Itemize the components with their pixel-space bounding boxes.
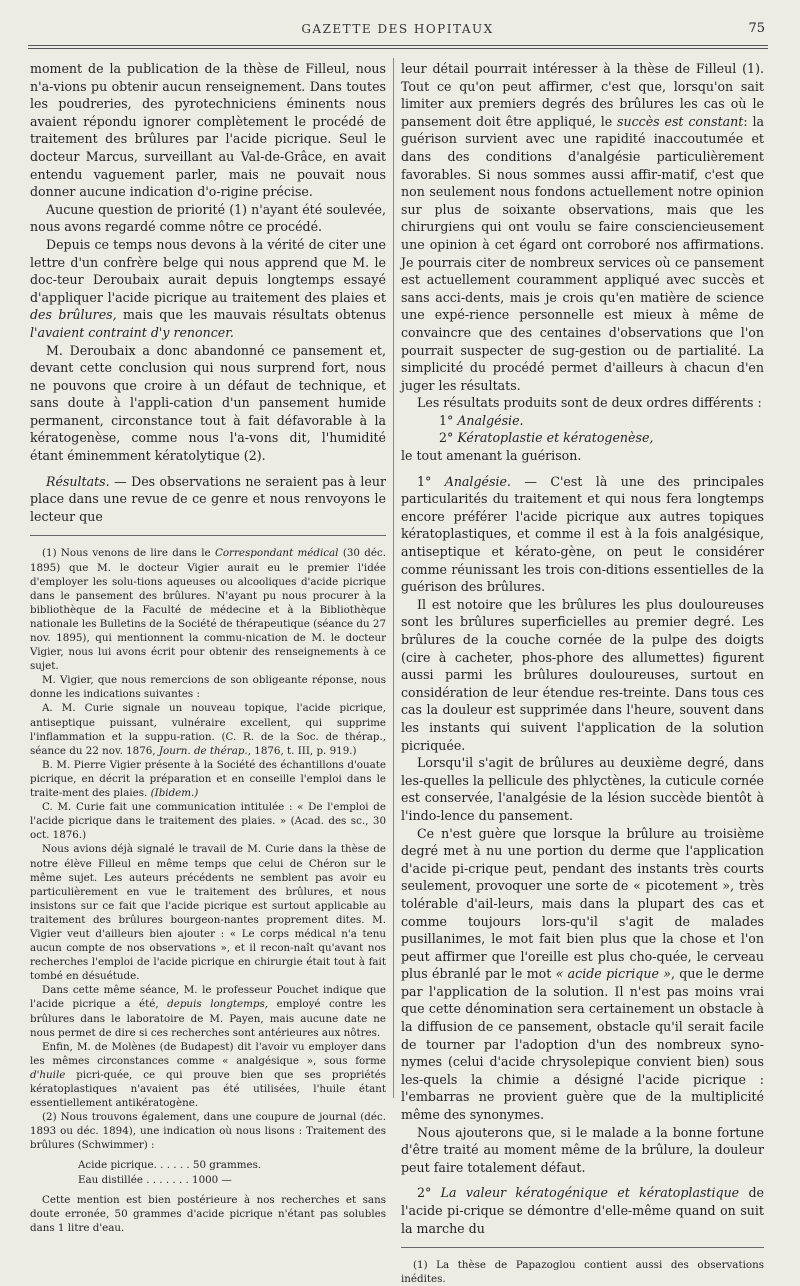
paragraph: Ce n'est guère que lorsque la brûlure au troisième degré met à nu une portion du derme que l'application d'acide pi-crique peut, pendant des instants très courts seulement, provoquer une sorte de « picotement », très tolérable d'ail-leurs, mais dans la plupart des cas et comme toujours lors-qu'il s'agit de malades pusillanimes, le mot fait bien plus que la chose et l'on peut affirmer que l'oreille est plus cho-quée, le cerveau plus ébranlé par le mot « acide picrique », que le derme par l'application de la solution. Il n'est pas moins vrai que cette dénomination sera certainement un obstacle à la diffusion de ce pansement, obstacle qu'il serait facile de tourner par l'adoption d'un des nombreux syno-nymes (celui d'acide chrysolepique convient bien) sous les-quels la chimie a désigné l'acide picrique : l'embarras ne provient guère que de la multiplicité même des synonymes. <box>401 825 764 1123</box>
left-column <box>30 60 386 1235</box>
paragraph: leur détail pourrait intéresser à la thèse de Filleul (1). Tout ce qu'on peut affirmer, c'est que, lorsqu'on sait limiter aux premiers degrés des brûlures les cas où le pansement doit être appliqué, le succès est constant: la guérison survient avec une rapidité inaccoutumée et dans des conditions d'analgésie particulièrement favorables. Si nous sommes aussi affir-matif, c'est que non seulement nous fondons actuellement notre opinion sur plus de soixante observations, mais que les chirurgiens qui ont voulu se faire consciencieusement une opinion à cet égard ont corroboré nos affirmations. Je pourrais citer de nombreux services où ce pansement est actuellement couramment appliqué avec succès et sans acci-dents, mais je crois qu'en matière de science une expé-rience personnelle est mieux à même de convaincre que des centaines d'observations que l'on pourrait suspecter de sug-gestion ou de partialité. La simplicité du procédé permet d'ailleurs à chacun d'en juger les résultats. <box>401 61 764 393</box>
paragraph: Il est notoire que les brûlures les plus douloureuses sont les brûlures superficielles au premier degré. Les brûlures de la couche cornée de la pulpe des doigts (cire à cacheter, phos-phore des allumettes) figurent aussi parmi les brûlures douloureuses, surtout en considération de leur étendue res-treinte. Dans tous ces cas la douleur est supprimée dans l'heure, souvent dans les instants qui suivent l'application de la solution picriquée. <box>401 596 764 753</box>
paragraph: Résultats. — Des observations ne seraient pas à leur place dans une revue de ce genre et nous renvoyons le lecteur que <box>30 473 386 524</box>
paragraph: 1° Analgésie. — C'est là une des principales particularités du traitement et qui nous fera longtemps encore préférer l'acide picrique aux autres topiques kératoplastiques, et comme il est à la fois analgésique, antiseptique et kérato-gène, on peut le considérer comme réunissant les trois con-ditions essentielles de la guérison des brûlures. <box>401 473 764 595</box>
recipe-line: Eau distillée . . . . . . . 1000 — <box>78 1173 232 1186</box>
recipe-line: Acide picrique. . . . . . 50 grammes. <box>78 1159 262 1172</box>
paragraph: le tout amenant la guérison. <box>401 448 582 464</box>
footnote-text: (1) La thèse de Papazoglou contient aussi des observations inédites. <box>401 1259 764 1286</box>
journal-title: GAZETTE DES HOPITAUX <box>301 22 494 36</box>
paragraph: moment de la publication de la thèse de Filleul, nous n'a-vions pu obtenir aucun renseignement. Dans toutes les poudreries, des pyrotechniciens éminents nous avaient répondu ignorer complètement le procédé de traitement des brûlures par l'acide picrique. Seul le docteur Marcus, surveillant au Val-de-Grâce, en avait entendu vaguement parler, mais ne pouvait nous donner aucune indication d'o-rigine précise. <box>30 61 386 200</box>
footnote: (2) Nous trouvons également, dans une coupure de journal (déc. 1893 ou déc. 1894), une indication où nous lisons : Traitement des brûlures (Schwimmer) : <box>30 1111 386 1152</box>
paragraph: Les résultats produits sont de deux ordres différents : <box>417 395 762 411</box>
footnote-rule <box>401 1247 764 1248</box>
footnote: C. M. Curie fait une communication intitulée : « De l'emploi de l'acide picrique dans le traitement des plaies. » (Acad. des sc., 30 oct. 1876.) <box>30 801 386 842</box>
paragraph: Lorsqu'il s'agit de brûlures au deuxième degré, dans les-quelles la pellicule des phlyctènes, la cuticule cornée est conservée, l'analgésie de la lésion succède bientôt à l'indo-lence du pansement. <box>401 755 764 823</box>
footnote <box>401 1258 764 1286</box>
footnote: Dans cette même séance, M. le professeur Pouchet indique que l'acide picrique a été, depuis longtemps, employé contre les brûlures dans le laboratoire de M. Payen, mais aucune date ne nous permet de dire si ces recherches sont antérieures aux nôtres. <box>30 984 387 1039</box>
paragraph: Aucune question de priorité (1) n'ayant été soulevée, nous avons regardé comme nôtre ce procédé. <box>30 201 386 235</box>
footnotes <box>30 546 386 1235</box>
right-column <box>401 60 764 1286</box>
paragraph: Nous ajouterons que, si le malade a la bonne fortune d'être traité au moment même de la brûlure, la douleur peut faire totalement défaut. <box>401 1124 764 1175</box>
paragraph: M. Deroubaix a donc abandonné ce pansement et, devant cette conclusion qui nous surprend fort, nous ne pouvons que croire à un défaut de technique, et sans doute à l'appli-cation d'un pansement humide permanent, circonstance tout à fait défavorable à la kératogenèse, comme nous l'a-vons dit, l'humidité étant éminemment kératolytique (2). <box>30 342 386 464</box>
footnote: A. M. Curie signale un nouveau topique, l'acide picrique, antiseptique puissant, vulnéraire excellent, qui supprime l'inflammation et la suppu-ration. (C. R. de la Soc. de thérap., séance du 22 nov. 1876, Journ. de thérap., 1876, t. III, p. 919.) <box>30 702 386 757</box>
footnote-rule <box>30 535 386 536</box>
list-item: 1° Analgésie. <box>439 412 524 428</box>
header-rule <box>28 45 768 49</box>
footnote: Cette mention est bien postérieure à nos recherches et sans doute erronée, 50 grammes d'acide picrique n'étant pas solubles dans 1 litre d'eau. <box>30 1193 386 1234</box>
results-list <box>401 412 764 447</box>
footnote: Enfin, M. de Molènes (de Budapest) dit l'avoir vu employer dans les mêmes circonstances comme « analgésique », sous forme d'huile picri-quée, ce qui prouve bien que ses propriétés kératoplastiques n'avaient pas été utilisées, l'huile étant essentiellement antikératogène. <box>30 1040 386 1110</box>
list-item: 2° Kératoplastie et kératogenèse, <box>439 430 654 446</box>
footnote: B. M. Pierre Vigier présente à la Société des échantillons d'ouate picrique, en décrit la préparation et en conseille l'emploi dans le traite-ment des plaies. (Ibidem.) <box>30 758 386 800</box>
page-number: 75 <box>748 21 765 36</box>
paragraph: Depuis ce temps nous devons à la vérité de citer une lettre d'un confrère belge qui nous apprend que M. le doc-teur Deroubaix aurait depuis longtemps essayé d'appliquer l'acide picrique au traitement des plaies et des brûlures, mais que les mauvais résultats obtenus l'avaient contraint d'y renoncer. <box>30 236 386 340</box>
footnote: (1) Nous venons de lire dans le Correspondant médical (30 déc. 1895) que M. le docteur Vigier aurait eu le premier l'idée d'employer les solu-tions aqueuses ou alcooliques d'acide picrique dans le pansement des brûlures. N'ayant pu nous procurer à la bibliothèque de la Faculté de médecine et à la Bibliothèque nationale les Bulletins de la Société de thérapeutique (séance du 27 nov. 1895), qui mentionnent la commu-nication de M. le docteur Vigier, nous lui avons écrit pour obtenir des renseignements à ce sujet. <box>30 547 386 673</box>
recipe <box>30 1158 386 1186</box>
footnote: M. Vigier, que nous remercions de son obligeante réponse, nous donne les indications suivantes : <box>30 674 386 701</box>
column-separator <box>393 58 394 1098</box>
page-header <box>30 18 765 40</box>
paragraph: 2° La valeur kératogénique et kératoplastique de l'acide pi-crique se démontre d'elle-même quand on suit la marche du <box>401 1185 764 1236</box>
footnote: Nous avions déjà signalé le travail de M. Curie dans la thèse de notre élève Filleul en même temps que celui de Chéron sur le même sujet. Les auteurs précédents ne semblent pas avoir eu particulièrement en vue le traitement des brûlures, et nous insistons sur ce fait que l'acide picrique est surtout applicable au traitement des brûlures bourgeon-nantes proprement dites. M. Vigier veut d'ailleurs bien ajouter : « Le corps médical n'a tenu aucun compte de nos observations », et il recon-naît qu'avant nos recherches l'emploi de l'acide picrique en chirurgie était tout à fait tombé en désuétude. <box>30 843 386 983</box>
